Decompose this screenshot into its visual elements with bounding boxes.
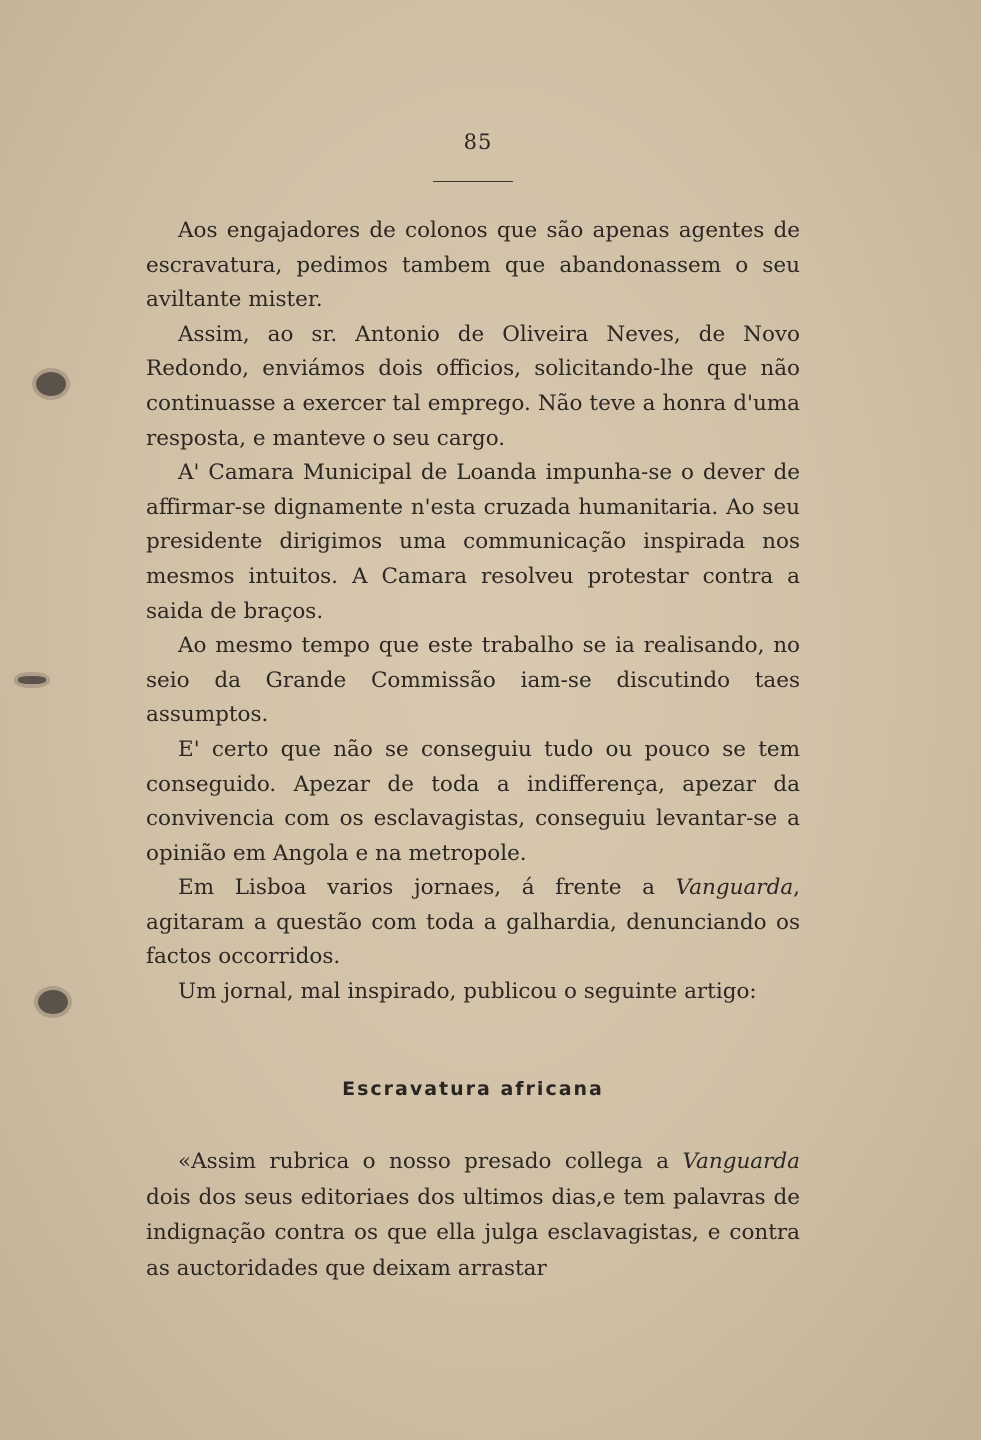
paragraph: A' Camara Municipal de Loanda impunha-se o dever de affirmar-se dignamente n'esta cruzada humanitaria. Ao seu presidente dirigimos uma communicação inspirada nos mesmos intuitos. A Camara resolveu protestar contra a saida de braços. (146, 460, 800, 624)
paragraph: E' certo que não se conseguiu tudo ou pouco se tem conseguido. Apezar de toda a indifferença, apezar da convivencia com os esclavagistas, conseguiu levantar-se a opinião em Angola e na metropole. (146, 736, 800, 866)
paragraph: Aos engajadores de colonos que são apenas agentes de escravatura, pedimos tambem que abandonassem o seu aviltante mister. (146, 218, 800, 313)
page-number: 85 (463, 130, 493, 154)
binding-hole-middle (18, 676, 46, 684)
header-rule (433, 181, 513, 182)
quote-text: dois dos seus editoriaes dos ultimos dias,e tem palavras de indignação contra os que ella julga esclavagistas, e contra as auctoridades que deixam arrastar (146, 1184, 800, 1281)
newspaper-title: Vanguarda (675, 875, 794, 901)
paragraph: Assim, ao sr. Antonio de Oliveira Neves, de Novo Redondo, enviámos dois officios, solicitando-lhe que não continuasse a exercer tal emprego. Não teve a honra d'uma resposta, e manteve o seu cargo. (146, 321, 800, 451)
quoted-article (146, 1144, 800, 1286)
paragraph-vanguarda (146, 871, 800, 975)
newspaper-title: Vanguarda (682, 1149, 800, 1174)
binding-hole-bottom (38, 990, 68, 1014)
quote-text: «Assim rubrica o nosso presado collega a (178, 1149, 683, 1174)
binding-hole-top (36, 372, 66, 396)
paragraph-text: , agitaram a questão com toda a galhardia, denunciando os factos occorridos. (146, 875, 800, 970)
paragraph: Ao mesmo tempo que este trabalho se ia realisando, no seio da Grande Commissão iam-se discutindo taes assumptos. (146, 633, 800, 728)
paragraph-last: Um jornal, mal inspirado, publicou o seguinte artigo: (178, 979, 757, 1005)
body-text (146, 214, 800, 1010)
section-heading: Escravatura africana (342, 1078, 604, 1100)
quote-paragraph (146, 1144, 800, 1286)
paragraph-text: Em Lisboa varios jornaes, á frente a (178, 875, 676, 901)
